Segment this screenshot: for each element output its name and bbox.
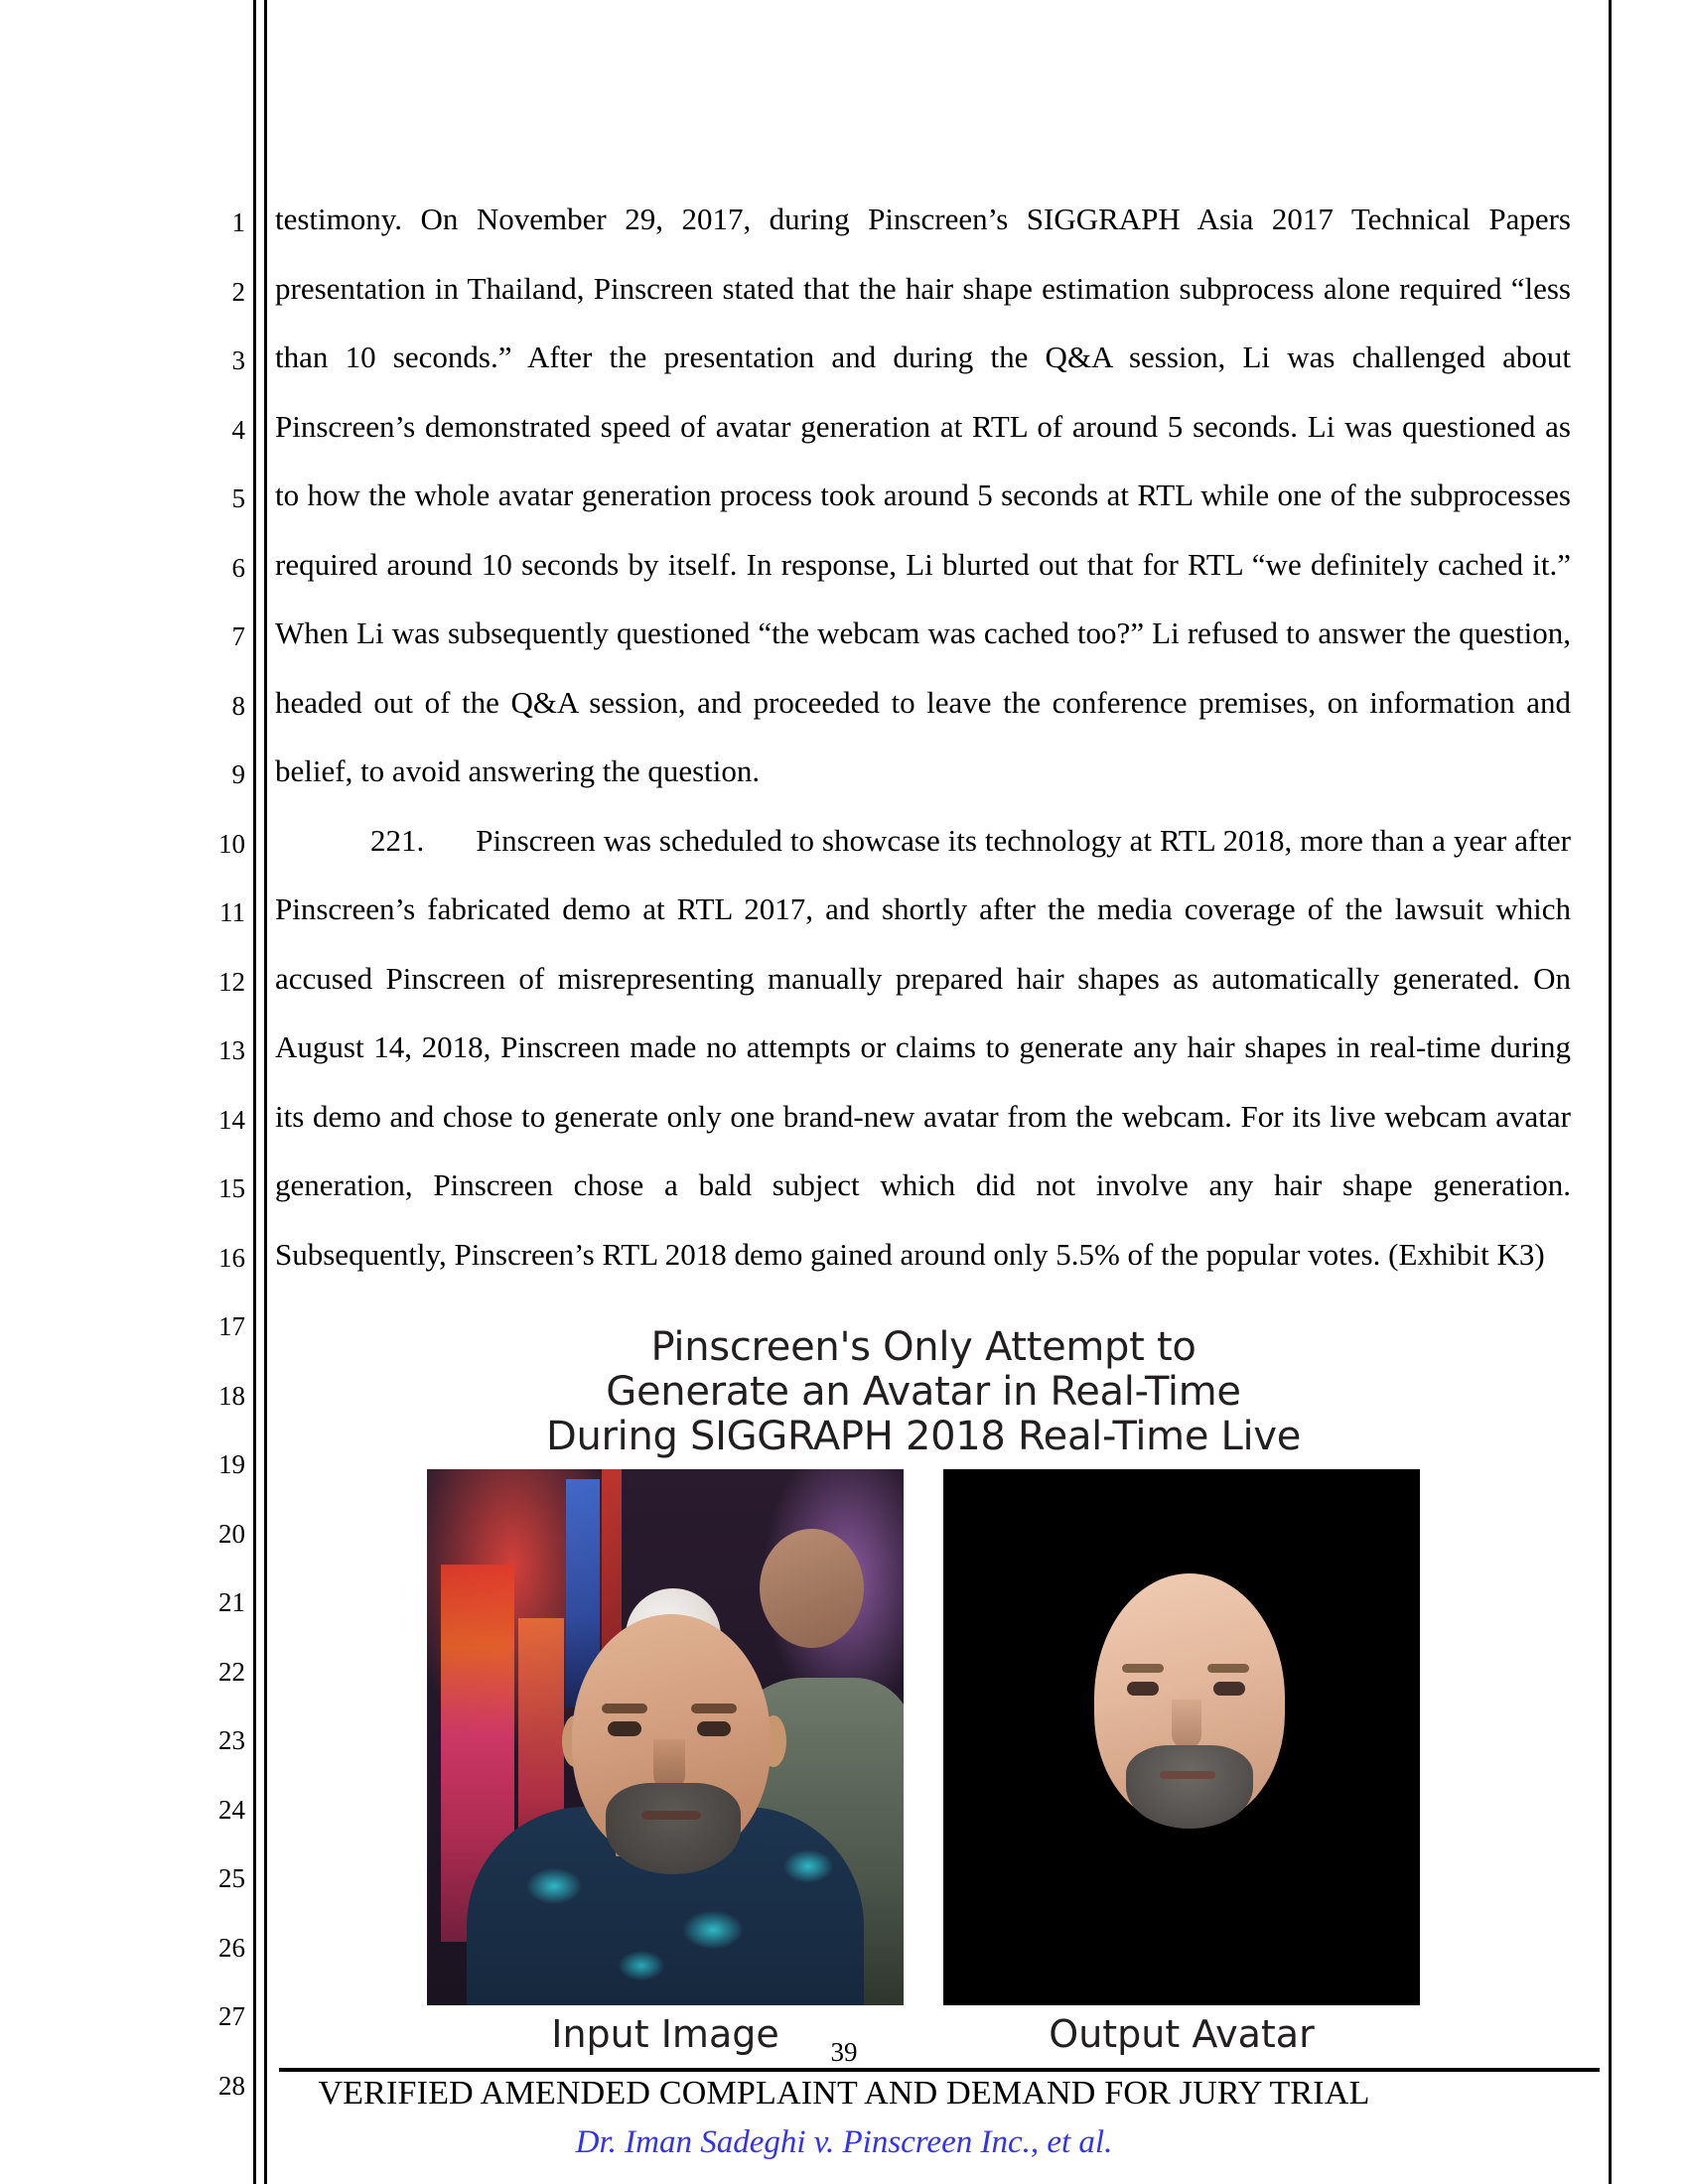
line-number: 17 (218, 1311, 245, 1341)
subject-eye-right (697, 1721, 731, 1736)
avatar-eye-right (1213, 1682, 1245, 1696)
input-image-photo (427, 1469, 904, 2005)
subject-mouth (641, 1811, 701, 1820)
footer-case-caption: Dr. Iman Sadeghi v. Pinscreen Inc., et al. (575, 2124, 1113, 2160)
line-number: 18 (218, 1380, 245, 1411)
line-number: 23 (218, 1725, 245, 1755)
line-number: 14 (218, 1104, 245, 1135)
output-avatar-render (943, 1469, 1420, 2005)
line-number: 25 (218, 1863, 245, 1893)
figure-panels (427, 1469, 1420, 2061)
line-number: 21 (218, 1587, 245, 1617)
footer-document-title: VERIFIED AMENDED COMPLAINT AND DEMAND FOR JURY TRIAL (318, 2075, 1370, 2112)
avatar-beard (1126, 1745, 1253, 1829)
line-number: 27 (218, 2001, 245, 2031)
paragraph-continuation: testimony. On November 29, 2017, during Pinscreen’s SIGGRAPH Asia 2017 Technical Papers presentation in Thailand, Pinscreen stated that the hair shape estimation subprocess alone required “less than 10 seconds.” After the presentation and during the Q&A session, Li was challenged about Pinscreen’s demonstrated speed of avatar generation at RTL of around 5 seconds. Li was questioned as to how the whole avatar generation process took around 5 seconds at RTL while one of the subprocesses required around 10 seconds by itself. In response, Li blurted out that for RTL “we definitely cached it.” When Li was subsequently questioned “the webcam was cached too?” Li refused to answer the question, headed out of the Q&A session, and proceeded to leave the conference premises, on information and belief, to avoid answering the question. (275, 202, 1571, 788)
subject-beard (606, 1783, 741, 1874)
line-number: 7 (231, 621, 245, 651)
line-number: 4 (231, 414, 245, 445)
line-number: 10 (218, 828, 245, 859)
avatar-eyebrow-right (1207, 1664, 1249, 1673)
avatar-eye-left (1127, 1682, 1159, 1696)
output-avatar-caption: Output Avatar (1049, 2012, 1315, 2056)
line-number: 28 (218, 2070, 245, 2101)
line-number: 8 (231, 690, 245, 721)
line-number: 12 (218, 966, 245, 997)
line-number: 6 (231, 552, 245, 583)
paragraph-number: 221. (370, 822, 425, 858)
line-number: 20 (218, 1518, 245, 1549)
subject-eyebrow-left (602, 1704, 647, 1713)
line-number: 13 (218, 1035, 245, 1065)
subject-eye-left (608, 1721, 641, 1736)
line-number-gutter (194, 189, 245, 2120)
figure-panel-input (427, 1469, 904, 2061)
figure-panel-output (943, 1469, 1420, 2061)
avatar-nose (1172, 1700, 1201, 1749)
line-number: 11 (219, 897, 245, 927)
footer-divider (279, 2068, 1600, 2072)
line-number: 16 (218, 1242, 245, 1273)
figure-title-line: Pinscreen's Only Attempt to (650, 1324, 1196, 1370)
line-number: 24 (218, 1794, 245, 1825)
avatar-eyebrow-left (1122, 1664, 1164, 1673)
line-number: 1 (231, 207, 245, 237)
line-number: 5 (231, 483, 245, 513)
document-body (275, 185, 1571, 1289)
line-number: 26 (218, 1932, 245, 1963)
pleading-rule-left-inner (264, 0, 267, 2184)
pleading-rule-right (1609, 0, 1612, 2184)
figure-title (427, 1325, 1420, 1459)
avatar-mouth (1160, 1771, 1215, 1779)
line-number: 22 (218, 1656, 245, 1687)
page-number: 39 (830, 2037, 858, 2067)
exhibit-k3-figure (427, 1325, 1420, 2061)
paragraph-221-text: Pinscreen was scheduled to showcase its technology at RTL 2018, more than a year after Pinscreen’s fabricated demo at RTL 2017, and shortly after the media coverage of the lawsuit which accused Pinscreen of misrepresenting manually prepared hair shapes as automatically generated. On August 14, 2018, Pinscreen made no attempts or claims to generate any hair shapes in real-time during its demo and chose to generate only one brand-new avatar from the webcam. For its live webcam avatar generation, Pinscreen chose a bald subject which did not involve any hair shape generation. Subsequently, Pinscreen’s RTL 2018 demo gained around only 5.5% of the popular votes. (Exhibit K3) (275, 822, 1571, 1272)
line-number: 3 (231, 345, 245, 375)
pleading-rule-left-outer (253, 0, 256, 2184)
subject-eyebrow-right (691, 1704, 737, 1713)
figure-title-line: Generate an Avatar in Real-Time (606, 1369, 1241, 1415)
line-number: 2 (231, 276, 245, 307)
paragraph-221 (275, 806, 1571, 1290)
line-number: 9 (231, 759, 245, 789)
line-number: 15 (218, 1173, 245, 1203)
background-person-head (760, 1529, 864, 1648)
line-number: 19 (218, 1449, 245, 1479)
figure-title-line: During SIGGRAPH 2018 Real-Time Live (545, 1414, 1302, 1459)
input-image-caption: Input Image (551, 2012, 779, 2056)
